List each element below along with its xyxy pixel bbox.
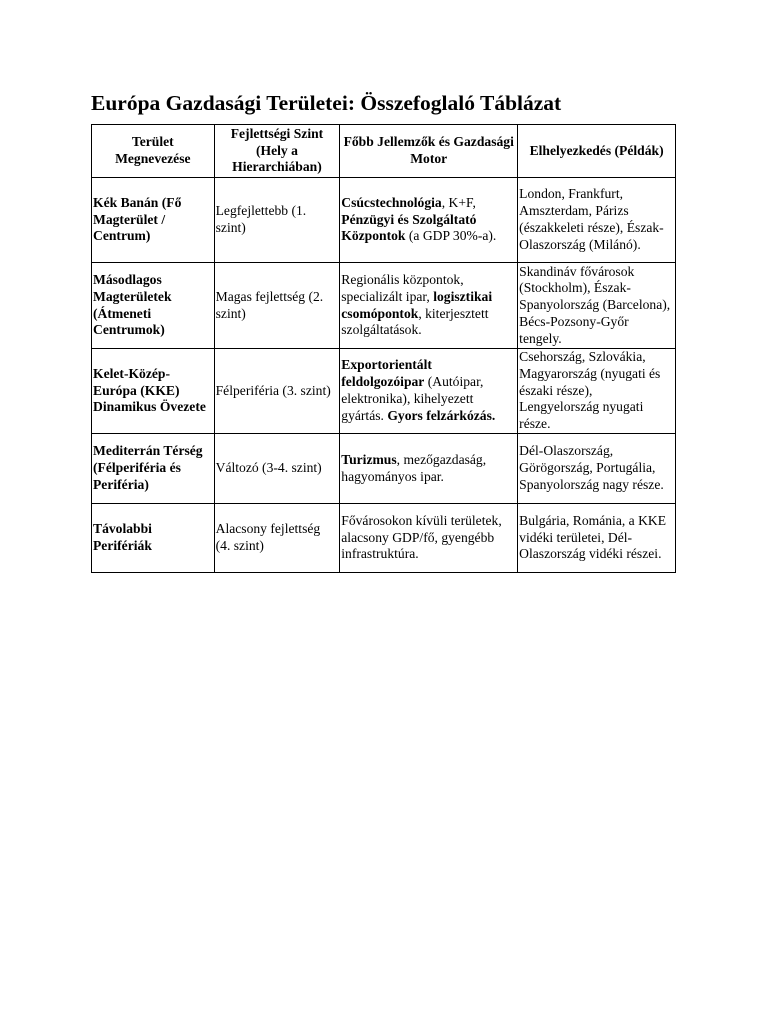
location-cell: Bulgária, Románia, a KKE vidéki területei, Dél-Olaszország vidéki részei. bbox=[518, 504, 676, 573]
table-row bbox=[92, 263, 676, 349]
feature-text: (Autóipar, elektronika), kihelyezett gyártás. bbox=[341, 374, 484, 423]
feature-text: Regionális központok, specializált ipar, bbox=[341, 271, 464, 304]
feature-text: , K+F, bbox=[441, 194, 476, 210]
table-row bbox=[92, 504, 676, 573]
feature-highlight: Exportorientált feldolgozóipar bbox=[341, 357, 432, 390]
feature-text: , mezőgazdaság, hagyományos ipar. bbox=[341, 451, 487, 484]
table-header-row bbox=[92, 125, 676, 178]
level-cell: Magas fejlettség (2. szint) bbox=[214, 263, 340, 349]
location-cell: London, Frankfurt, Amszterdam, Párizs (északkeleti része), Észak-Olaszország (Milánó). bbox=[518, 178, 676, 263]
column-header-region: Terület Megnevezése bbox=[92, 125, 215, 178]
region-name-cell: Távolabbi Perifériák bbox=[92, 504, 215, 573]
level-cell: Alacsony fejlettség (4. szint) bbox=[214, 504, 340, 573]
column-header-features: Főbb Jellemzők és Gazdasági Motor bbox=[340, 125, 518, 178]
region-name-cell: Kék Banán (Fő Magterület / Centrum) bbox=[92, 178, 215, 263]
features-cell bbox=[340, 178, 518, 263]
features-cell bbox=[340, 263, 518, 349]
table-row bbox=[92, 434, 676, 504]
region-name-cell: Mediterrán Térség (Félperiféria és Periféria) bbox=[92, 434, 215, 504]
level-cell: Legfejlettebb (1. szint) bbox=[214, 178, 340, 263]
level-cell: Félperiféria (3. szint) bbox=[214, 349, 340, 434]
page-title: Európa Gazdasági Területei: Összefoglaló Táblázat bbox=[91, 91, 562, 115]
feature-highlight: Csúcstechnológia bbox=[341, 194, 442, 210]
feature-highlight: Turizmus bbox=[341, 451, 397, 467]
features-cell bbox=[340, 349, 518, 434]
feature-highlight: logisztikai csomópontok bbox=[341, 288, 493, 321]
region-name-cell: Kelet-Közép-Európa (KKE) Dinamikus Övezete bbox=[92, 349, 215, 434]
column-header-level: Fejlettségi Szint (Hely a Hierarchiában) bbox=[214, 125, 340, 178]
summary-table bbox=[91, 124, 676, 573]
feature-text: (a GDP 30%-a). bbox=[405, 228, 497, 244]
feature-text: Fővárosokon kívüli területek, alacsony GDP/fő, gyengébb infrastruktúra. bbox=[341, 512, 502, 562]
location-cell: Dél-Olaszország, Görögország, Portugália, Spanyolország nagy része. bbox=[518, 434, 676, 504]
region-name-cell: Másodlagos Magterületek (Átmeneti Centrumok) bbox=[92, 263, 215, 349]
feature-highlight: Pénzügyi és Szolgáltató Központok bbox=[341, 211, 477, 244]
table-row bbox=[92, 178, 676, 263]
feature-text: , kiterjesztett szolgáltatások. bbox=[341, 305, 489, 338]
feature-highlight: Gyors felzárkózás. bbox=[387, 407, 496, 423]
column-header-location: Elhelyezkedés (Példák) bbox=[518, 125, 676, 178]
level-cell: Változó (3-4. szint) bbox=[214, 434, 340, 504]
features-cell bbox=[340, 434, 518, 504]
location-cell: Skandináv fővárosok (Stockholm), Észak-Spanyolország (Barcelona), Bécs-Pozsony-Győr tengely. bbox=[518, 263, 676, 349]
location-cell: Csehország, Szlovákia, Magyarország (nyugati és északi része), Lengyelország nyugati része. bbox=[518, 349, 676, 434]
table-row bbox=[92, 349, 676, 434]
features-cell bbox=[340, 504, 518, 573]
